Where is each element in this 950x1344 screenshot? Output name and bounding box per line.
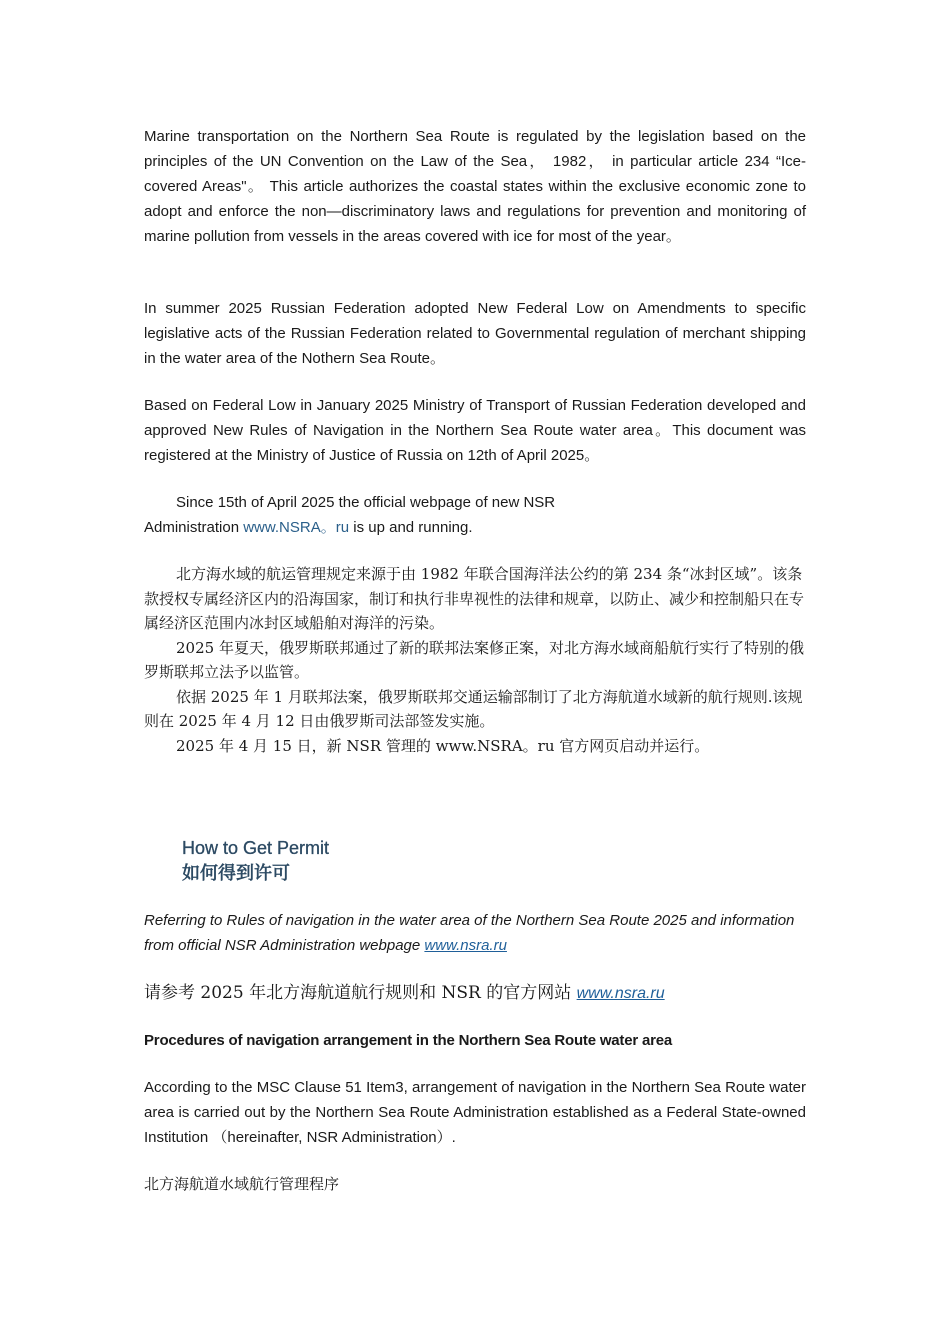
webpage-prefix: Administration xyxy=(144,519,244,536)
webpage-line-1: Since 15th of April 2025 the official webpage of new NSR xyxy=(176,494,556,511)
reference-chinese-text: 请参考 2025 年北方海航道航行规则和 NSR 的官方网站 xyxy=(144,983,577,1003)
webpage-suffix: is up and running. xyxy=(349,519,473,536)
reference-english-text: Referring to Rules of navigation in the water area of the Northern Sea Route 2025 and information from official NSR Administration webpage xyxy=(144,912,795,954)
heading-chinese: 如何得到许可 xyxy=(182,863,290,884)
procedures-title: Procedures of navigation arrangement in the Northern Sea Route water area xyxy=(144,1032,673,1049)
reference-chinese xyxy=(144,980,806,1007)
chinese-paragraph-1: 北方海水域的航运管理规定来源于由 1982 年联合国海洋法公约的第 234 条“冰封区域”。该条款授权专属经济区内的沿海国家，制订和执行非卑视性的法律和规章，以防止、减少和控制船只在专属经济区范围内冰封区域船舶对海洋的污染。 xyxy=(144,565,805,632)
paragraph-federal-law: In summer 2025 Russian Federation adopted New Federal Low on Amendments to specific legislative acts of the Russian Federation related to Governmental regulation of merchant shipping in the water area of the Nothern Sea Route。 xyxy=(144,300,806,367)
webpage-line-2 xyxy=(144,515,806,540)
nsra-link[interactable]: www.NSRA。ru xyxy=(243,519,350,536)
heading-english: How to Get Permit xyxy=(182,838,330,858)
paragraph-rules-navigation: Based on Federal Low in January 2025 Ministry of Transport of Russian Federation developed and approved New Rules of Navigation in the Northern Sea Route water area。This document was registered at the Ministry of Justice of Russia on 12th of April 2025。 xyxy=(144,397,806,464)
chinese-paragraph-4: 2025 年 4 月 15 日，新 NSR 管理的 www.NSRA。ru 官方网页启动并运行。 xyxy=(176,736,710,755)
paragraph-webpage xyxy=(144,490,806,540)
chinese-paragraph-2: 2025 年夏天，俄罗斯联邦通过了新的联邦法案修正案，对北方海水域商船航行实行了特别的俄罗斯联邦立法予以监管。 xyxy=(144,638,804,681)
chinese-paragraph-3: 依据 2025 年 1 月联邦法案，俄罗斯联邦交通运输部制订了北方海航道水域新的航行规则.该规则在 2025 年 4 月 12 日由俄罗斯司法部签发实施。 xyxy=(144,687,803,730)
nsra-link-english[interactable]: www.nsra.ru xyxy=(424,937,507,954)
procedures-chinese-title: 北方海航道水域航行管理程序 xyxy=(144,1175,340,1193)
chinese-section xyxy=(144,562,806,758)
paragraph-unclos: Marine transportation on the Northern Sea Route is regulated by the legislation based on the principles of the UN Convention on the Law of the Sea， 1982， in particular article 234 “Ice-covered Areas"。 This article authorizes the coastal states within the exclusive economic zone to adopt and enforce the non—discriminatory laws and regulations for prevention and monitoring of marine pollution from vessels in the areas covered with ice for most of the year。 xyxy=(144,128,806,245)
reference-english xyxy=(144,908,806,958)
nsra-link-chinese[interactable]: www.nsra.ru xyxy=(576,985,665,1002)
permit-heading xyxy=(182,836,782,886)
procedures-text: According to the MSC Clause 51 Item3, arrangement of navigation in the Northern Sea Route water area is carried out by the Northern Sea Route Administration established as a Federal State-owned Institution （hereinafter, NSR Administration）. xyxy=(144,1079,806,1146)
